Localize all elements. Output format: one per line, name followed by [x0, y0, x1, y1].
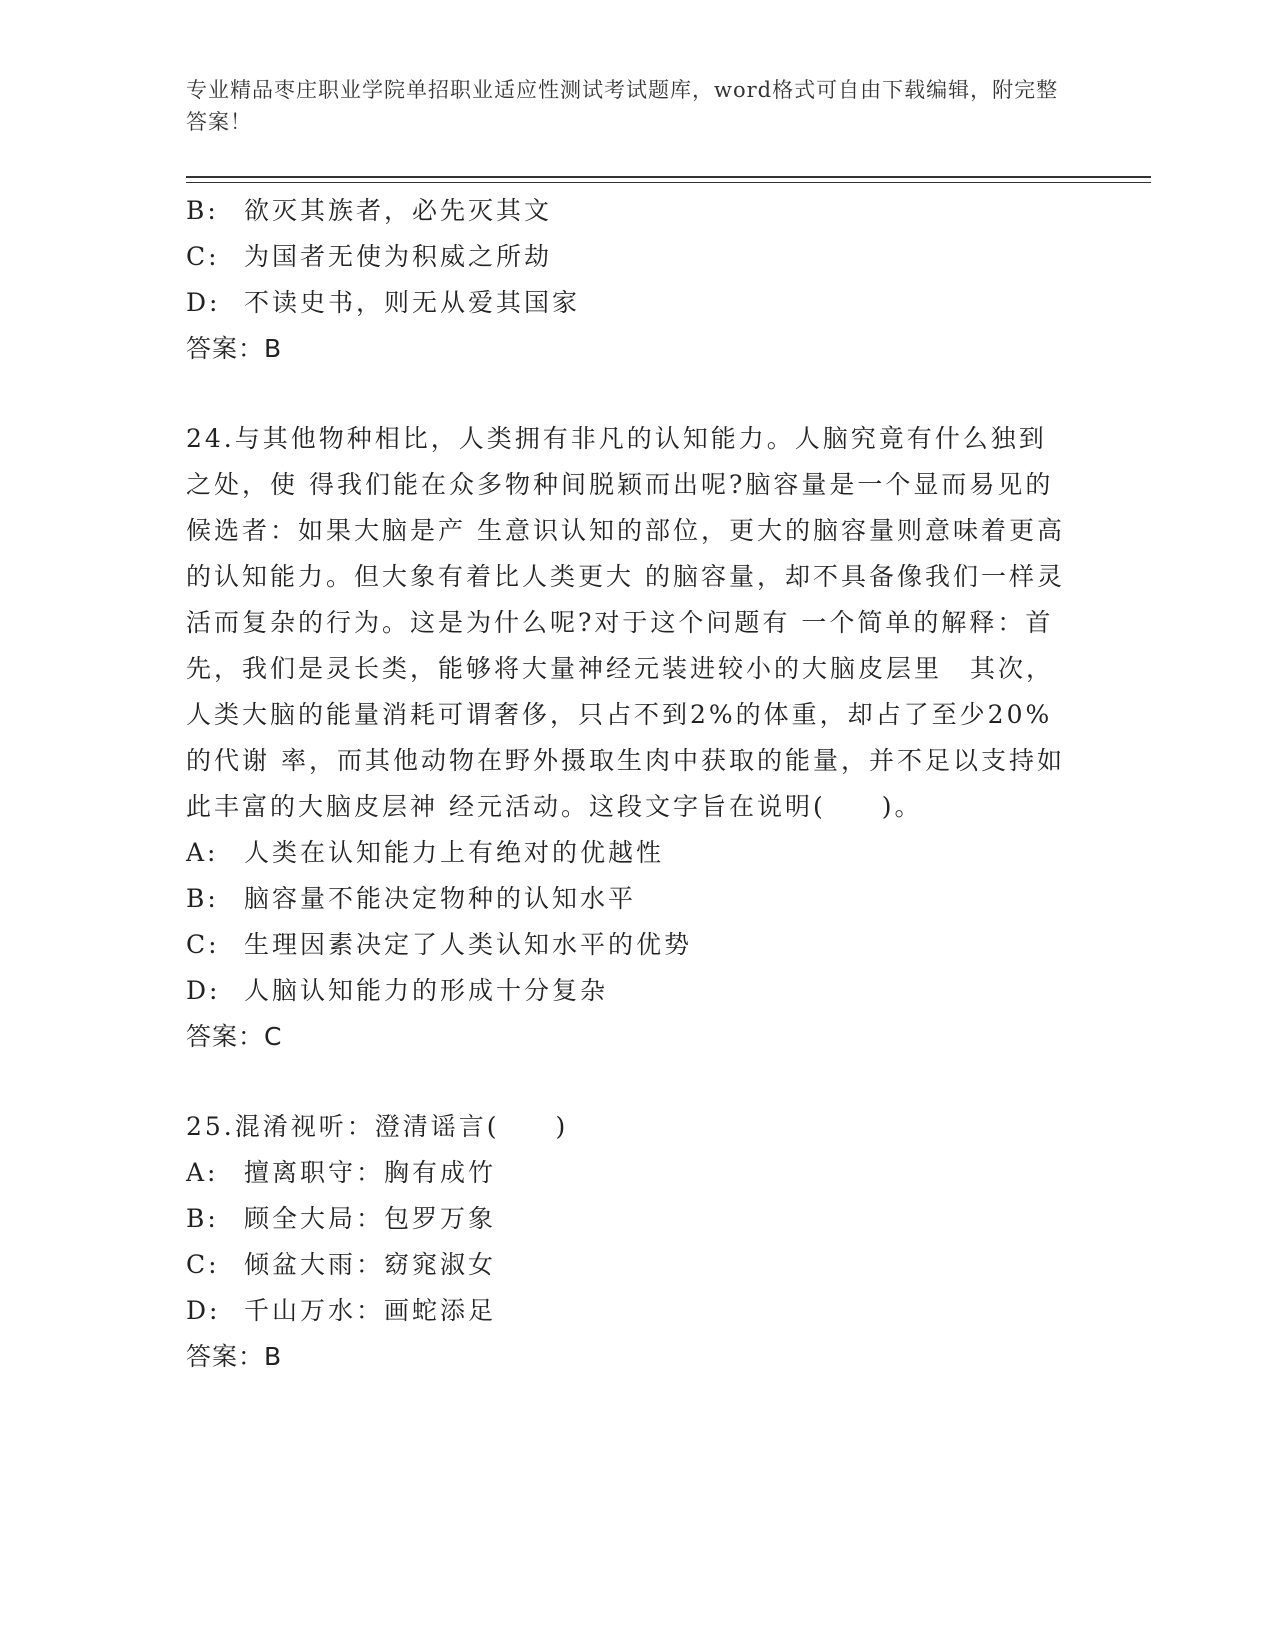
option-c — [186, 234, 1066, 280]
option-key: A: — [186, 838, 219, 867]
option-key: C: — [186, 1250, 220, 1279]
header-rule-thin — [186, 182, 1151, 183]
option-key: B: — [186, 1204, 219, 1233]
answer: 答案：B — [186, 1342, 283, 1371]
option-key: D: — [186, 288, 221, 317]
question-stem: 25.混淆视听：澄清谣言( ) — [186, 1112, 569, 1141]
option-text: 千山万水：画蛇添足 — [244, 1296, 497, 1325]
option-key: D: — [186, 1296, 221, 1325]
option-d — [186, 1288, 1066, 1334]
option-a — [186, 1150, 1066, 1196]
option-b — [186, 1196, 1066, 1242]
option-text: 人脑认知能力的形成十分复杂 — [244, 976, 609, 1005]
option-text: 人类在认知能力上有绝对的优越性 — [244, 838, 665, 867]
option-text: 生理因素决定了人类认知水平的优势 — [244, 930, 693, 959]
header-rule-thick — [186, 176, 1151, 178]
option-key: D: — [186, 976, 221, 1005]
option-key: A: — [186, 1158, 219, 1187]
option-a — [186, 830, 1066, 876]
option-text: 不读史书，则无从爱其国家 — [244, 288, 581, 317]
question-24 — [186, 416, 1066, 1060]
option-c — [186, 1242, 1066, 1288]
document-body — [186, 188, 1066, 1380]
spacer — [186, 1060, 1066, 1104]
option-text: 擅离职守：胸有成竹 — [244, 1158, 497, 1187]
option-c — [186, 922, 1066, 968]
option-text: 倾盆大雨：窈窕淑女 — [244, 1250, 497, 1279]
question-25 — [186, 1104, 1066, 1380]
answer: 答案：C — [186, 1022, 283, 1051]
option-d — [186, 280, 1066, 326]
option-d — [186, 968, 1066, 1014]
option-text: 顾全大局：包罗万象 — [244, 1204, 497, 1233]
option-key: B: — [186, 884, 219, 913]
question-23 — [186, 188, 1066, 372]
document-header: 专业精品枣庄职业学院单招职业适应性测试考试题库，word格式可自由下载编辑，附完整答案！ — [186, 78, 1059, 134]
option-text: 为国者无使为积威之所劫 — [244, 242, 553, 271]
option-b — [186, 188, 1066, 234]
option-key: C: — [186, 930, 220, 959]
spacer — [186, 372, 1066, 416]
option-key: B: — [186, 196, 219, 225]
question-stem: 24.与其他物种相比，人类拥有非凡的认知能力。人脑究竟有什么独到之处，使 得我们能在众多物种间脱颖而出呢?脑容量是一个显而易见的候选者：如果大脑是产 生意识认知的部位，更大的脑容量则意味着更高的认知能力。但大象有着比人类更大 的脑容量，却不具备像我们一样灵活而复杂的行为。这是为什么呢?对于这个问题有 一个简单的解释：首先，我们是灵长类，能够将大量神经元装进较小的大脑皮层里 其次，人类大脑的能量消耗可谓奢侈，只占不到2%的体重，却占了至少20%的代谢 率，而其他动物在野外摄取生肉中获取的能量，并不足以支持如此丰富的大脑皮层神 经元活动。这段文字旨在说明( )。 — [186, 424, 1065, 821]
option-b — [186, 876, 1066, 922]
option-text: 脑容量不能决定物种的认知水平 — [244, 884, 637, 913]
option-text: 欲灭其族者，必先灭其文 — [244, 196, 553, 225]
option-key: C: — [186, 242, 220, 271]
answer: 答案：B — [186, 334, 283, 363]
